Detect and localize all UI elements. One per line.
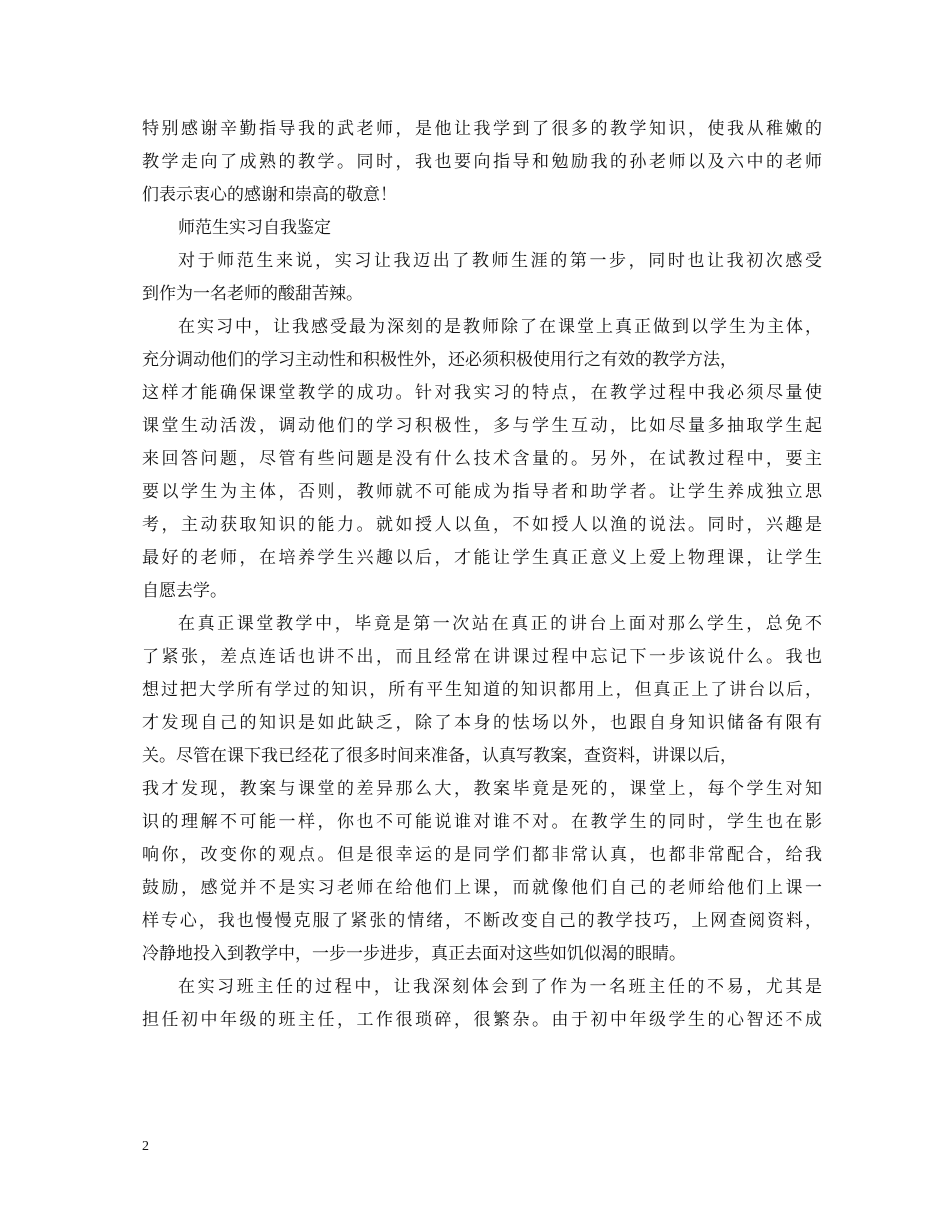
text-line: 了紧张，差点连话也讲不出，而且经常在讲课过程中忘记下一步该说什么。我也 xyxy=(142,647,822,667)
text-line: 充分调动他们的学习主动性和积极性外，还必须积极使用行之有效的教学方法， xyxy=(142,350,737,370)
text-line: 对于师范生来说，实习让我迈出了教师生涯的第一步，同时也让我初次感受 xyxy=(178,251,822,271)
text-line: 响你，改变你的观点。但是很幸运的是同学们都非常认真，也都非常配合，给我 xyxy=(142,845,822,865)
text-line: 到作为一名老师的酸甜苦辣。 xyxy=(142,284,363,304)
text-line: 在实习班主任的过程中，让我深刻体会到了作为一名班主任的不易，尤其是 xyxy=(178,977,822,997)
text-line: 在实习中，让我感受最为深刻的是教师除了在课堂上真正做到以学生为主体， xyxy=(178,317,822,337)
text-line: 师范生实习自我鉴定 xyxy=(178,218,331,238)
text-line: 鼓励，感觉并不是实习老师在给他们上课，而就像他们自己的老师给他们上课一 xyxy=(142,878,822,898)
text-line: 特别感谢辛勤指导我的武老师，是他让我学到了很多的教学知识，使我从稚嫩的 xyxy=(142,119,822,139)
text-line: 想过把大学所有学过的知识，所有平生知道的知识都用上，但真正上了讲台以后， xyxy=(142,680,822,700)
text-line: 冷静地投入到教学中，一步一步进步，真正去面对这些如饥似渴的眼睛。 xyxy=(142,944,686,964)
text-line: 我才发现，教案与课堂的差异那么大，教案毕竟是死的，课堂上，每个学生对知 xyxy=(142,779,822,799)
text-line: 最好的老师，在培养学生兴趣以后，才能让学生真正意义上爱上物理课，让学生 xyxy=(142,548,822,568)
text-line: 们表示衷心的感谢和崇高的敬意！ xyxy=(142,185,397,205)
text-line: 要以学生为主体，否则，教师就不可能成为指导者和助学者。让学生养成独立思 xyxy=(142,482,822,502)
text-line: 担任初中年级的班主任，工作很琐碎，很繁杂。由于初中年级学生的心智还不成 xyxy=(142,1010,822,1030)
text-line: 关。尽管在课下我已经花了很多时间来准备，认真写教案，查资料，讲课以后， xyxy=(142,746,737,766)
text-line: 课堂生动活泼，调动他们的学习积极性，多与学生互动，比如尽量多抽取学生起 xyxy=(142,416,822,436)
text-line: 这样才能确保课堂教学的成功。针对我实习的特点，在教学过程中我必须尽量使 xyxy=(142,383,822,403)
text-line: 样专心，我也慢慢克服了紧张的情绪，不断改变自己的教学技巧，上网查阅资料， xyxy=(142,911,822,931)
page-number: 2 xyxy=(142,1139,149,1154)
body-text xyxy=(142,113,822,1037)
text-line: 在真正课堂教学中，毕竟是第一次站在真正的讲台上面对那么学生，总免不 xyxy=(178,614,822,634)
text-line: 自愿去学。 xyxy=(142,581,227,601)
text-line: 才发现自己的知识是如此缺乏，除了本身的怯场以外，也跟自身知识储备有限有 xyxy=(142,713,822,733)
text-line: 考，主动获取知识的能力。就如授人以鱼，不如授人以渔的说法。同时，兴趣是 xyxy=(142,515,822,535)
text-line: 教学走向了成熟的教学。同时，我也要向指导和勉励我的孙老师以及六中的老师 xyxy=(142,152,822,172)
text-line: 识的理解不可能一样，你也不可能说谁对谁不对。在教学生的同时，学生也在影 xyxy=(142,812,822,832)
text-line: 来回答问题，尽管有些问题是没有什么技术含量的。另外，在试教过程中，要主 xyxy=(142,449,822,469)
